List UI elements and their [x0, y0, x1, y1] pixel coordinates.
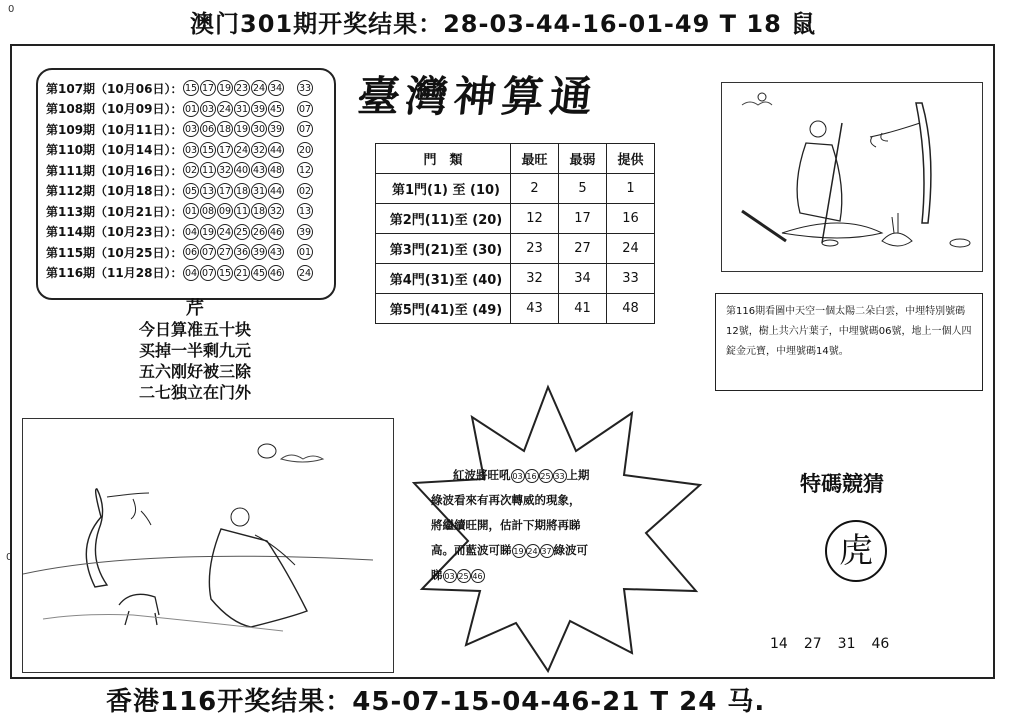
guess-number: 27: [803, 636, 822, 652]
stats-value: 27: [559, 234, 607, 264]
stats-range-label: 第5門(41)至 (49): [376, 294, 511, 324]
number-ball: 39: [251, 244, 267, 260]
special-ball: 07: [297, 101, 313, 117]
star-text: 高。而藍波可睇: [431, 543, 512, 557]
star-text: 綠波可: [553, 543, 588, 557]
mini-number-ball: 19: [512, 544, 526, 558]
stats-header: 門 類: [376, 144, 511, 174]
scholar-drawing: [23, 419, 394, 673]
picture-hint-note: 第116期看圖中天空一個太陽二朵白雲，中埋特別號碼12號，樹上共六片葉子，中埋號碼06號，地上一個人四錠金元寶，中埋號碼14號。: [715, 293, 983, 391]
number-ball: 19: [234, 121, 250, 137]
scholar-illustration: [22, 418, 394, 673]
stats-value: 2: [511, 174, 559, 204]
stats-table: [375, 143, 655, 324]
history-balls: [183, 224, 313, 240]
number-ball: 45: [251, 265, 267, 281]
number-ball: 17: [217, 183, 233, 199]
history-row: [46, 263, 328, 284]
number-ball: 17: [217, 142, 233, 158]
number-ball: 07: [200, 244, 216, 260]
stats-value: 34: [559, 264, 607, 294]
history-balls: [183, 142, 313, 158]
history-row: [46, 201, 328, 222]
number-ball: 21: [234, 265, 250, 281]
number-ball: 44: [268, 142, 284, 158]
number-ball: 25: [234, 224, 250, 240]
history-balls: [183, 183, 313, 199]
special-ball: 07: [297, 121, 313, 137]
star-line: 將繼續旺開，估計下期將再睇: [431, 518, 581, 532]
number-ball: 40: [234, 162, 250, 178]
number-ball: 19: [200, 224, 216, 240]
number-ball: 44: [268, 183, 284, 199]
special-ball: 13: [297, 203, 313, 219]
star-line: [431, 563, 689, 588]
history-row: [46, 78, 328, 99]
history-period-label: 第114期（10月23日）：: [46, 225, 183, 240]
stats-header: 最旺: [511, 144, 559, 174]
guess-number: 14: [770, 636, 788, 652]
history-balls: [183, 80, 313, 96]
number-ball: 01: [183, 203, 199, 219]
number-ball: 18: [251, 203, 267, 219]
number-ball: 31: [234, 101, 250, 117]
history-balls: [183, 203, 313, 219]
zodiac-guess: 虎: [825, 520, 887, 582]
number-ball: 31: [251, 183, 267, 199]
stats-value: 5: [559, 174, 607, 204]
special-guess-title: 特碼競猜: [800, 472, 884, 496]
number-ball: 07: [200, 265, 216, 281]
history-balls: [183, 121, 313, 137]
guess-number: 46: [871, 636, 890, 652]
number-ball: 48: [268, 162, 284, 178]
mini-number-ball: 16: [525, 469, 539, 483]
number-ball: 04: [183, 265, 199, 281]
stats-value: 43: [511, 294, 559, 324]
special-ball: 24: [297, 265, 313, 281]
mini-number-ball: 03: [511, 469, 525, 483]
number-ball: 43: [268, 244, 284, 260]
guess-numbers: [770, 636, 889, 652]
number-ball: 03: [183, 142, 199, 158]
number-ball: 32: [217, 162, 233, 178]
history-balls: [183, 265, 313, 281]
stats-value: 17: [559, 204, 607, 234]
stats-row: [376, 234, 655, 264]
number-ball: 24: [234, 142, 250, 158]
stats-value: 41: [559, 294, 607, 324]
special-ball: 01: [297, 244, 313, 260]
star-text: 上期: [566, 468, 590, 482]
number-ball: 30: [251, 121, 267, 137]
number-ball: 26: [251, 224, 267, 240]
guess-number: 31: [837, 636, 856, 652]
special-ball: 39: [297, 224, 313, 240]
stats-value: 16: [607, 204, 655, 234]
special-ball: 20: [297, 142, 313, 158]
number-ball: 04: [183, 224, 199, 240]
poem-line: 今日算准五十块: [138, 320, 251, 339]
mini-number-ball: 37: [540, 544, 554, 558]
star-line: 綠波看來有再次轉威的現象，: [431, 493, 581, 507]
mini-number-ball: 25: [539, 469, 553, 483]
number-ball: 36: [234, 244, 250, 260]
number-ball: 08: [200, 203, 216, 219]
mini-number-ball: 33: [553, 469, 567, 483]
stats-value: 33: [607, 264, 655, 294]
stats-value: 23: [511, 234, 559, 264]
sage-illustration: [721, 82, 983, 272]
corner-mark: 0: [8, 4, 15, 15]
stats-header: 提供: [607, 144, 655, 174]
number-ball: 24: [217, 224, 233, 240]
number-ball: 24: [251, 80, 267, 96]
number-ball: 24: [217, 101, 233, 117]
number-ball: 03: [200, 101, 216, 117]
history-balls: [183, 101, 313, 117]
stats-row: [376, 294, 655, 324]
poem-line: 五六刚好被三除: [138, 362, 251, 381]
number-ball: 23: [234, 80, 250, 96]
star-text: 睇: [431, 568, 443, 582]
star-line: [431, 538, 689, 563]
history-row: [46, 242, 328, 263]
special-ball: 33: [297, 80, 313, 96]
number-ball: 46: [268, 224, 284, 240]
number-ball: 06: [183, 244, 199, 260]
sage-drawing: [722, 83, 983, 272]
stats-header-row: [376, 144, 655, 174]
stats-range-label: 第4門(31)至 (40): [376, 264, 511, 294]
color-wave-analysis: [431, 463, 689, 588]
star-text: 紅波將旺吼: [453, 468, 511, 482]
stats-value: 32: [511, 264, 559, 294]
number-ball: 17: [200, 80, 216, 96]
stats-range-label: 第3門(21)至 (30): [376, 234, 511, 264]
star-balls: [443, 568, 485, 582]
history-period-label: 第116期（11月28日）：: [46, 266, 183, 281]
stats-row: [376, 264, 655, 294]
mini-number-ball: 24: [526, 544, 540, 558]
history-period-label: 第111期（10月16日）：: [46, 163, 183, 178]
number-ball: 09: [217, 203, 233, 219]
stats-range-label: 第1門(1) 至 (10): [376, 174, 511, 204]
history-row: [46, 222, 328, 243]
history-period-label: 第112期（10月18日）：: [46, 184, 183, 199]
number-ball: 13: [200, 183, 216, 199]
history-period-label: 第110期（10月14日）：: [46, 143, 183, 158]
number-ball: 15: [183, 80, 199, 96]
number-ball: 19: [217, 80, 233, 96]
star-line: [453, 463, 689, 488]
number-ball: 43: [251, 162, 267, 178]
history-period-label: 第108期（10月09日）：: [46, 102, 183, 117]
number-ball: 32: [268, 203, 284, 219]
history-balls: [183, 244, 313, 260]
history-period-label: 第107期（10月06日）：: [46, 81, 183, 96]
history-panel: [36, 68, 336, 300]
number-ball: 46: [268, 265, 284, 281]
history-row: [46, 181, 328, 202]
history-balls: [183, 162, 313, 178]
title-block: [355, 64, 658, 134]
stats-header: 最弱: [559, 144, 607, 174]
number-ball: 02: [183, 162, 199, 178]
stats-row: [376, 174, 655, 204]
history-period-label: 第113期（10月21日）：: [46, 204, 183, 219]
poem-line: 买掉一半剩九元: [138, 341, 251, 360]
number-ball: 39: [251, 101, 267, 117]
poem-head: 芹: [186, 298, 204, 319]
stats-value: 48: [607, 294, 655, 324]
number-ball: 11: [234, 203, 250, 219]
riddle-poem: [100, 298, 290, 403]
number-ball: 06: [200, 121, 216, 137]
star-balls: [511, 468, 567, 482]
star-balls: [512, 543, 554, 557]
side-mark: 0: [6, 552, 13, 563]
mini-number-ball: 25: [457, 569, 471, 583]
history-row: [46, 99, 328, 120]
number-ball: 03: [183, 121, 199, 137]
history-row: [46, 140, 328, 161]
macau-result-headline: 澳门301期开奖结果：28-03-44-16-01-49 T 18 鼠: [190, 10, 817, 38]
poem-line: 二七独立在门外: [138, 383, 251, 402]
number-ball: 01: [183, 101, 199, 117]
number-ball: 18: [234, 183, 250, 199]
stats-value: 24: [607, 234, 655, 264]
stats-range-label: 第2門(11)至 (20): [376, 204, 511, 234]
number-ball: 18: [217, 121, 233, 137]
number-ball: 27: [217, 244, 233, 260]
number-ball: 32: [251, 142, 267, 158]
stats-value: 1: [607, 174, 655, 204]
mini-number-ball: 03: [443, 569, 457, 583]
stats-value: 12: [511, 204, 559, 234]
hongkong-result-footer: 香港116开奖结果：45-07-15-04-46-21 T 24 马.: [106, 687, 766, 717]
number-ball: 11: [200, 162, 216, 178]
history-row: [46, 160, 328, 181]
history-period-label: 第109期（10月11日）：: [46, 122, 183, 137]
history-period-label: 第115期（10月25日）：: [46, 245, 183, 260]
special-ball: 02: [297, 183, 313, 199]
special-ball: 12: [297, 162, 313, 178]
number-ball: 15: [200, 142, 216, 158]
number-ball: 39: [268, 121, 284, 137]
number-ball: 15: [217, 265, 233, 281]
number-ball: 05: [183, 183, 199, 199]
history-row: [46, 119, 328, 140]
number-ball: 34: [268, 80, 284, 96]
stats-row: [376, 204, 655, 234]
number-ball: 45: [268, 101, 284, 117]
mini-number-ball: 46: [471, 569, 485, 583]
page-title: 臺灣神算通: [355, 72, 601, 121]
